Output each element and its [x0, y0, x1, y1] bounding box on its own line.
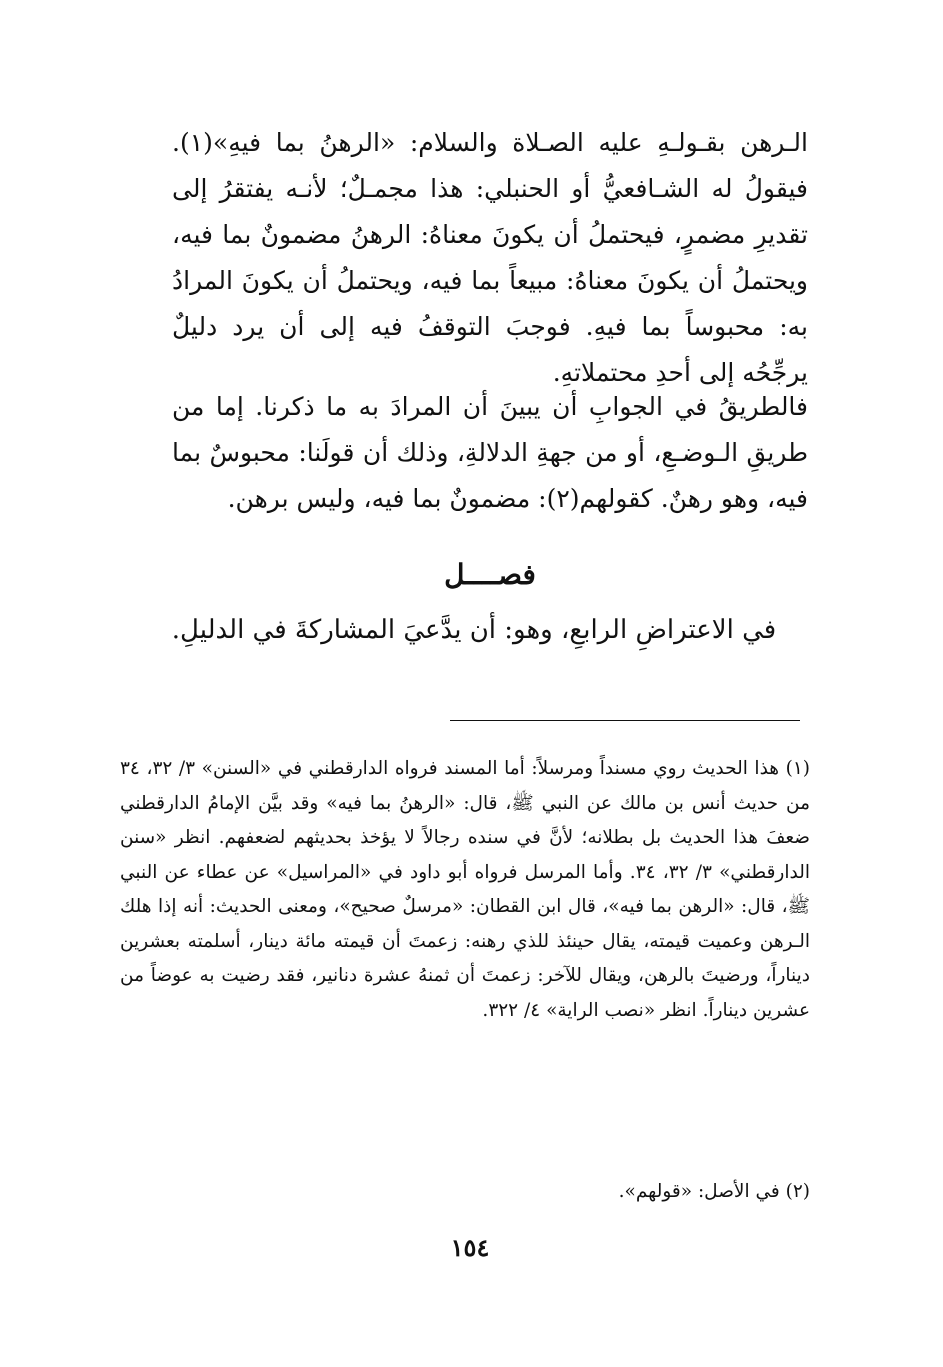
footnote-divider	[450, 720, 800, 721]
body-paragraph-2: فالطريقُ في الجوابِ أن يبينَ أن المرادَ به ما ذكرنا. إما من طريقِ الـوضـعِ، أو من جهةِ الدلالةِ، وذلك أن قولَنا: محبوسٌ بما فيه، وهو رهنٌ. كقولهم(٢): مضمونٌ بما فيه، وليس برهن.	[172, 392, 808, 513]
footnote-1: (١) هذا الحديث روي مسنداً ومرسلاً: أما المسند فرواه الدارقطني في «السنن» ٣/ ٣٢، ٣٤ من حديث أنس بن مالك عن النبي ﷺ، قال: «الرهنُ بما فيه» وقد بيَّن الإمامُ الدارقطني ضعفَ هذا الحديث بل بطلانه؛ لأنَّ في سنده رجالاً لا يؤخذ بحديثهم لضعفهم. انظر «سنن الدارقطني» ٣/ ٣٢، ٣٤. وأما المرسل فرواه أبو داود في «المراسيل» عن عطاء عن النبي ﷺ، قال: «الرهن بما فيه»، قال ابن القطان: «مرسلٌ صحيح»، ومعنى الحديث: أنه إذا هلك الـرهن وعميت قيمته، يقال حينئذ للذي رهنه: زعمتَ أن قيمته مائة دينار، أسلمته بعشرين ديناراً، ورضيتَ بالرهن، ويقال للآخر: زعمتَ أن ثمنهُ عشرة دنانير، فقد رضيت به عوضاً من عشرين ديناراً. انظر «نصب الراية» ٤/ ٣٢٢.	[120, 758, 810, 1021]
page-number: ١٥٤	[450, 1233, 490, 1262]
footnote-2: (٢) في الأصل: «قولهم».	[618, 1181, 810, 1202]
section-heading: فصــــل	[444, 558, 536, 591]
section-subtitle: في الاعتراضِ الرابعِ، وهو: أن يدَّعيَ المشاركةَ في الدليلِ.	[171, 615, 777, 645]
body-paragraph-1: الـرهن بقـولـهِ عليه الصـلاة والسلام: «الرهنُ بما فيهِ»(١). فيقولُ له الشـافعيُّ أو الحنبلي: هذا مجمـلٌ؛ لأنـه يفتقرُ إلى تقديرِ مضمرٍ، فيحتملُ أن يكونَ معناهُ: الرهنُ مضمونٌ بما فيه، ويحتملُ أن يكونَ معناهُ: مبيعاً بما فيه، ويحتملُ أن يكونَ المرادُ به: محبوساً بما فيهِ. فوجبَ التوقفُ فيه إلى أن يرد دليلٌ يرجِّحُه إلى أحدِ محتملاتهِ.	[172, 128, 808, 387]
